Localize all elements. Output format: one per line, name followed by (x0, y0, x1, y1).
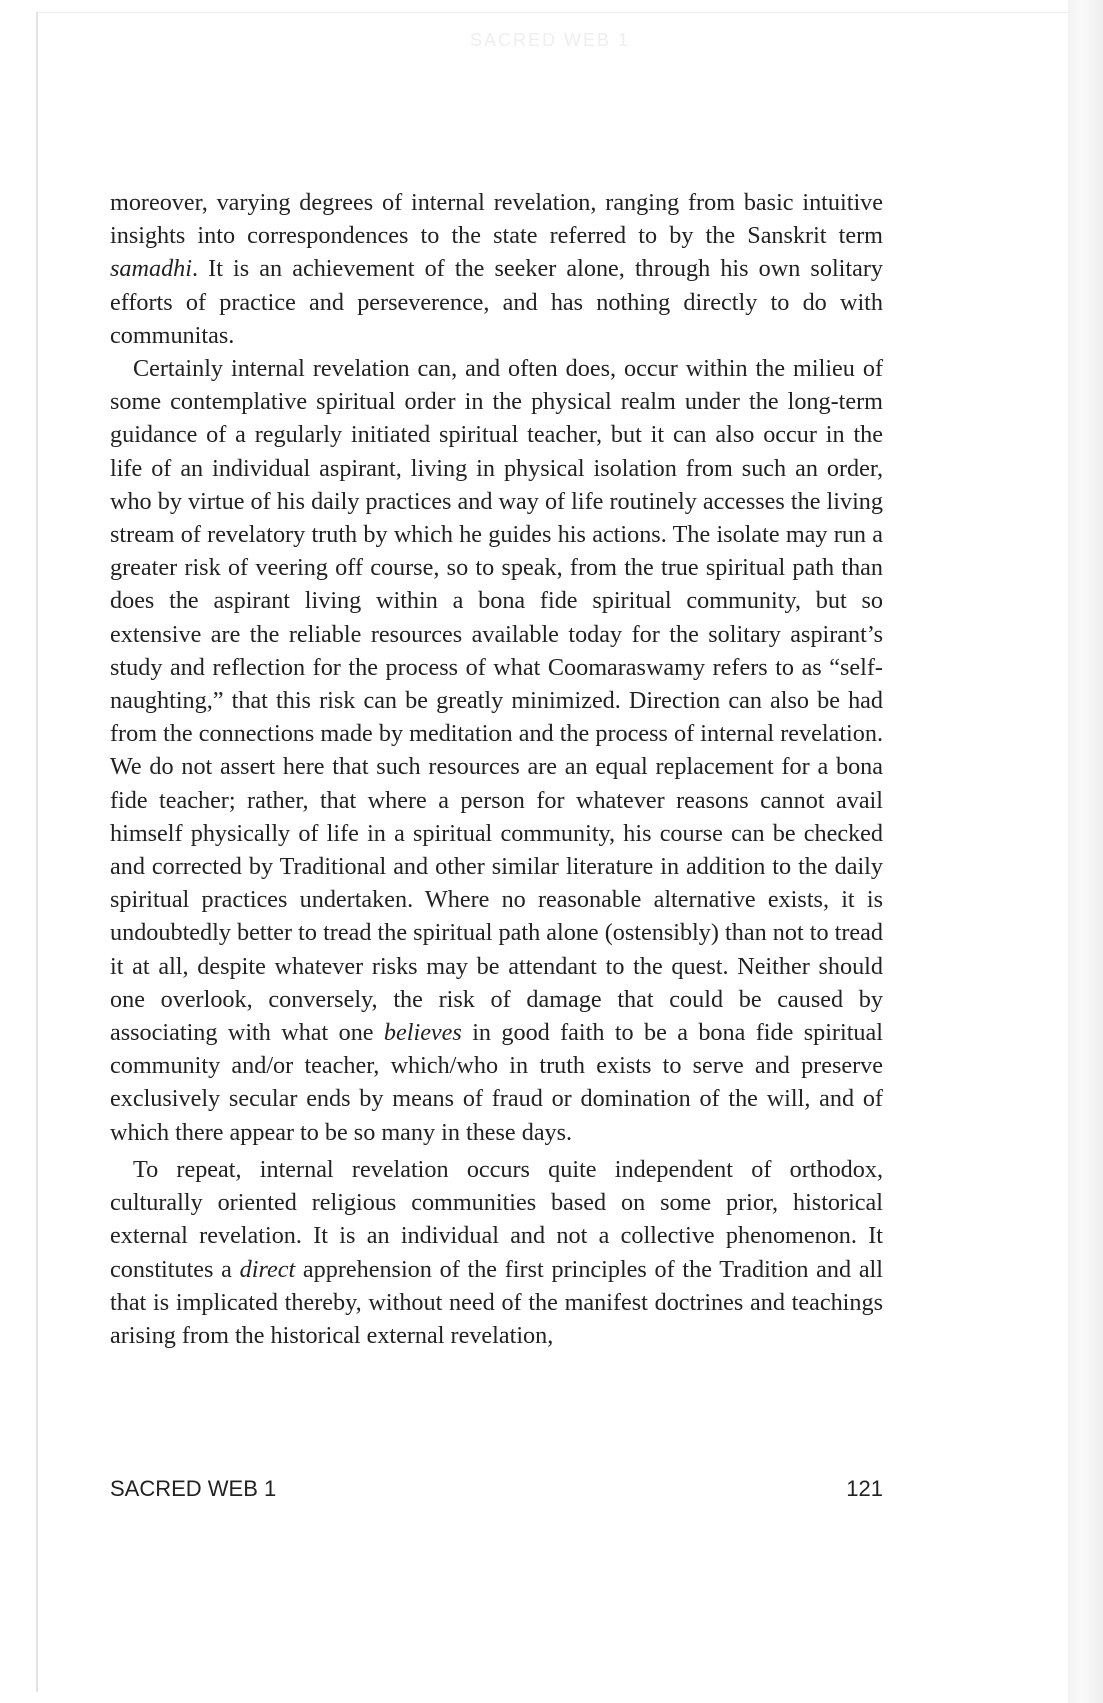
text-segment: apprehension of the first principles of the Tradition and all that is implicated thereby, without need of the manifest doctrines and teachings arising from the historical external revelation, (110, 1255, 883, 1349)
running-head: SACRED WEB 1 (469, 30, 631, 50)
text-segment: in good faith to be a bona fide spiritual community and/or teacher, which/who in truth exists to serve and preserve exclusively secular ends by means of fraud or domination of the will, and of which there appear to be so many in these days. (110, 1019, 883, 1146)
paragraph-3 (110, 1153, 883, 1352)
italic-term-believes: believes (383, 1019, 462, 1047)
scan-edge-right (1068, 0, 1103, 1703)
italic-term-direct: direct (239, 1255, 296, 1283)
footer-journal-title: SACRED WEB 1 (110, 1476, 277, 1501)
scan-edge-left (36, 12, 38, 1692)
scan-edge-top (36, 12, 1068, 13)
italic-term-samadhi: samadhi (110, 255, 192, 283)
text-segment: . It is an achievement of the seeker alone, through his own solitary efforts of practice and perseverence, and has nothing directly to do with communitas. (110, 255, 883, 349)
paragraph-2 (110, 352, 883, 1149)
paragraph-1 (110, 186, 883, 352)
text-segment: To repeat, internal revelation occurs quite independent of orthodox, culturally oriented religious communities based on some prior, historical external revelation. It is an individual and not a collective phenomenon. It constitutes a (110, 1155, 883, 1283)
text-segment: moreover, varying degrees of internal revelation, ranging from basic intuitive insights into correspondences to the state referred to by the Sanskrit term (110, 189, 883, 250)
text-segment: Certainly internal revelation can, and often does, occur within the milieu of some contemplative spiritual order in the physical realm under the long-term guidance of a regularly initiated spiritual teacher, but it can also occur in the life of an individual aspirant, living in physical isolation from such an order, who by virtue of his daily practices and way of life routinely accesses the living stream of revelatory truth by which he guides his actions. The isolate may run a greater risk of veering off course, so to speak, from the true spiritual path than does the aspirant living within a bona fide spiritual community, but so extensive are the reliable resources available today for the solitary aspirant’s study and reflection for the process of what Coomaraswamy refers to as “self-naughting,” that this risk can be greatly minimized. Direction can also be had from the connections made by meditation and the process of internal revelation. We do not assert here that such resources are an equal replacement for a bona fide teacher; rather, that where a person for whatever reasons cannot avail himself physically of life in a spiritual community, his course can be checked and corrected by Traditional and other similar literature in addition to the daily spiritual practices undertaken. Where no reasonable alternative exists, it is undoubtedly better to tread the spiritual path alone (ostensibly) than not to tread it at all, despite whatever risks may be attendant to the quest. Neither should one overlook, conversely, the risk of damage that could be caused by associating with what one (110, 355, 883, 1047)
page-number: 121 (846, 1476, 883, 1501)
page-footer (110, 1476, 883, 1510)
body-text (110, 186, 883, 1352)
